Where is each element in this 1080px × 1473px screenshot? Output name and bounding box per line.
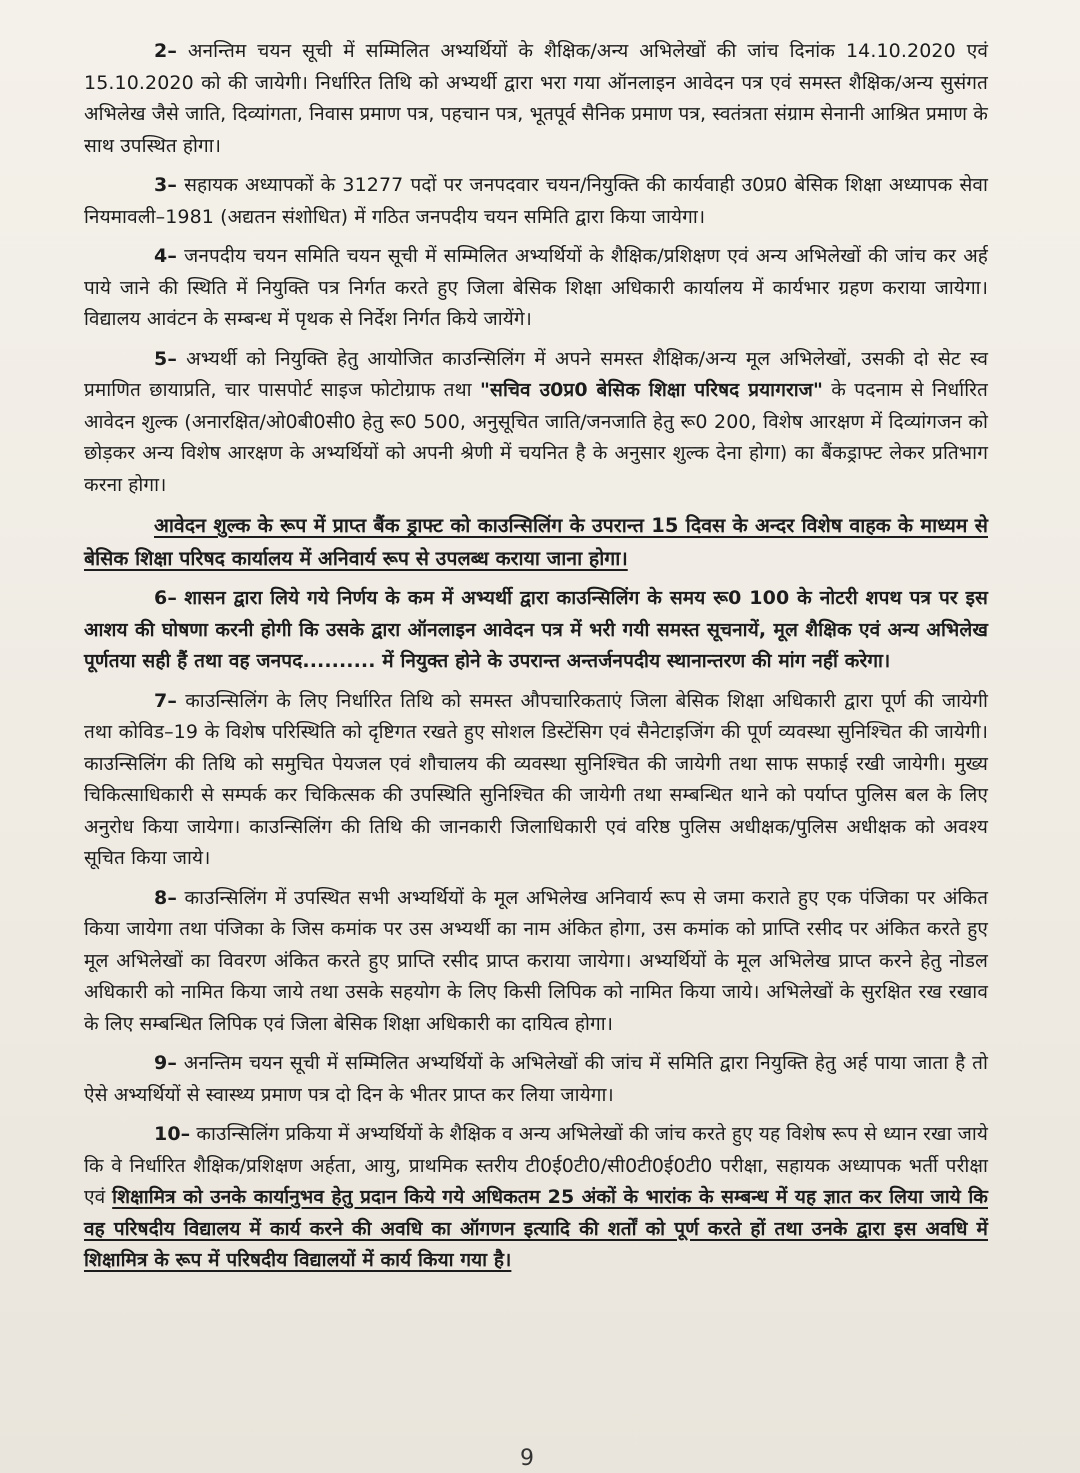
note-text: आवेदन शुल्क के रूप में प्राप्त बैंक ड्राफ्ट को काउन्सिलिंग के उपरान्त 15 दिवस के अन्दर विशेष वाहक के माध्यम से बेसिक शिक्षा परिषद कार्यालय में अनिवार्य रूप से उपलब्ध कराया जाना होगा।: [84, 514, 988, 570]
paragraph-text: काउन्सिलिंग प्रकिया में अभ्यर्थियों के शैक्षिक व अन्य अभिलेखों की जांच करते हुए यह विशेष रूप से ध्यान रखा जाये कि वे निर्धारित शैक्षिक/प्रशिक्षण अर्हता, आयु, प्राथमिक स्तरीय टी0ई0टी0/सी0टी0ई0टी0 परीक्षा, सहायक अध्यापक भर्ती परीक्षा एवं: [84, 1123, 988, 1208]
paragraph-bold-text: "सचिव उ0प्र0 बेसिक शिक्षा परिषद प्रयागराज": [480, 379, 823, 401]
paragraph-5: [84, 344, 988, 502]
paragraph-number: 9–: [154, 1052, 177, 1074]
paragraph-number: 4–: [154, 245, 177, 267]
paragraph-number: 2–: [154, 40, 177, 62]
fee-note-underlined: [84, 509, 988, 575]
paragraph-8: [84, 883, 988, 1041]
paragraph-2: [84, 36, 988, 162]
paragraph-bold-underlined-text: शिक्षामित्र को उनके कार्यानुभव हेतु प्रदान किये गये अधिकतम 25 अंकों के भारांक के सम्बन्ध में यह ज्ञात कर लिया जाये कि वह परिषदीय विद्यालय में कार्य करने की अवधि का ऑगणन इत्यादि की शर्तों को पूर्ण करते हों तथा उनके द्वारा इस अवधि में शिक्षामित्र के रूप में परिषदीय विद्यालयों में कार्य किया गया है।: [84, 1186, 988, 1271]
paragraph-10: [84, 1119, 988, 1277]
paragraph-7: [84, 686, 988, 875]
paragraph-number: 3–: [154, 174, 177, 196]
paragraph-4: [84, 241, 988, 336]
paragraph-3: [84, 170, 988, 233]
paragraph-6: [84, 583, 988, 678]
paragraph-text: अभ्यर्थी को नियुक्ति हेतु आयोजित काउन्सिलिंग में अपने समस्त शैक्षिक/अन्य मूल अभिलेखों, उसकी दो सेट स्व प्रमाणित छायाप्रति, चार पासपोर्ट साइज फोटोग्राफ तथा: [84, 347, 988, 401]
paragraph-number: 6–: [154, 587, 177, 609]
paragraph-number: 10–: [154, 1123, 191, 1145]
paragraph-9: [84, 1048, 988, 1111]
paragraph-text: सहायक अध्यापकों के 31277 पदों पर जनपदवार चयन/नियुक्ति की कार्यवाही उ0प्र0 बेसिक शिक्षा अध्यापक सेवा नियमावली–1981 (अद्यतन संशोधित) में गठित जनपदीय चयन समिति द्वारा किया जायेगा।: [84, 174, 989, 228]
paragraph-text: अनन्तिम चयन सूची में सम्मिलित अभ्यर्थियों के शैक्षिक/अन्य अभिलेखों की जांच दिनांक 14.10.2020 एवं 15.10.2020 को की जायेगी। निर्धारित तिथि को अभ्यर्थी द्वारा भरा गया ऑनलाइन आवेदन पत्र एवं समस्त शैक्षिक/अन्य सुसंगत अभिलेख जैसे जाति, दिव्यांगता, निवास प्रमाण पत्र, पहचान पत्र, भूतपूर्व सैनिक प्रमाण पत्र, स्वतंत्रता संग्राम सेनानी आश्रित प्रमाण के साथ उपस्थित होगा।: [84, 40, 988, 157]
paragraph-text: जनपदीय चयन समिति चयन सूची में सम्मिलित अभ्यर्थियों के शैक्षिक/प्रशिक्षण एवं अन्य अभिलेखों की जांच कर अर्ह पाये जाने की स्थिति में नियुक्ति पत्र निर्गत करते हुए जिला बेसिक शिक्षा अधिकारी कार्यालय में कार्यभार ग्रहण कराया जायेगा। विद्यालय आवंटन के सम्बन्ध में पृथक से निर्देश निर्गत किये जायेंगे।: [84, 245, 988, 330]
paragraph-text-continued: के पदनाम से निर्धारित आवेदन शुल्क (अनारक्षित/ओ0बी0सी0 हेतु रू0 500, अनुसूचित जाति/जनजाति हेतु रू0 200, विशेष आरक्षण में दिव्यांगजन को छोड़कर अन्य विशेष आरक्षण के अभ्यर्थियों को अपनी श्रेणी में चयनित है के अनुसार शुल्क देना होगा) का बैंकड्राफ्ट लेकर प्रतिभाग करना होगा।: [84, 379, 988, 496]
paragraph-number: 8–: [154, 886, 177, 909]
paragraph-text: शासन द्वारा लिये गये निर्णय के कम में अभ्यर्थी द्वारा काउन्सिलिंग के समय रू0 100 के नोटरी शपथ पत्र पर इस आशय की घोषणा करनी होगी कि उसके द्वारा ऑनलाइन आवेदन पत्र में भरी गयी समस्त सूचनायें, मूल शैक्षिक एवं अन्य अभिलेख पूर्णतया सही हैं तथा वह जनपद.......... में नियुक्त होने के उपरान्त अन्तर्जनपदीय स्थानान्तरण की मांग नहीं करेगा।: [84, 587, 988, 672]
paragraph-text: अनन्तिम चयन सूची में सम्मिलित अभ्यर्थियों के अभिलेखों की जांच में समिति द्वारा नियुक्ति हेतु अर्ह पाया जाता है तो ऐसे अभ्यर्थियों से स्वास्थ्य प्रमाण पत्र दो दिन के भीतर प्राप्त कर लिया जायेगा।: [84, 1052, 988, 1106]
paragraph-number: 5–: [154, 347, 177, 370]
paragraph-text: काउन्सिलिंग में उपस्थित सभी अभ्यर्थियों के मूल अभिलेख अनिवार्य रूप से जमा कराते हुए एक पंजिका पर अंकित किया जायेगा तथा पंजिका के जिस कमांक पर उस अभ्यर्थी का नाम अंकित होगा, उस कमांक को प्राप्ति रसीद पर अंकित करते हुए मूल अभिलेखों का विवरण अंकित करते हुए प्राप्ति रसीद प्राप्त कराया जायेगा। अभ्यर्थियों के मूल अभिलेख प्राप्त करने हेतु नोडल अधिकारी को नामित किया जाये तथा उसके सहयोग के लिए किसी लिपिक को नामित किया जाये। अभिलेखों के सुरक्षित रख रखाव के लिए सम्बन्धित लिपिक एवं जिला बेसिक शिक्षा अधिकारी का दायित्व होगा।: [84, 886, 988, 1035]
paragraph-number: 7–: [154, 689, 177, 712]
page-number: 9: [520, 1446, 534, 1471]
paragraph-text: काउन्सिलिंग के लिए निर्धारित तिथि को समस्त औपचारिकताएं जिला बेसिक शिक्षा अधिकारी द्वारा पूर्ण की जायेगी तथा कोविड–19 के विशेष परिस्थिति को दृष्टिगत रखते हुए सोशल डिस्टेंसिग एवं सैनेटाइजिंग की पूर्ण व्यवस्था सुनिश्चित की जायेगी। काउन्सिलिंग की तिथि को समुचित पेयजल एवं शौचालय की व्यवस्था सुनिश्चित की जायेगी तथा साफ सफाई रखी जायेगी। मुख्य चिकित्साधिकारी से सम्पर्क कर चिकित्सक की उपस्थिति सुनिश्चित की जायेगी तथा सम्बन्धित थाने को पर्याप्त पुलिस बल के लिए अनुरोध किया जायेगा। काउन्सिलिंग की तिथि की जानकारी जिलाधिकारी एवं वरिष्ठ पुलिस अधीक्षक/पुलिस अधीक्षक को अवश्य सूचित किया जाये।: [84, 689, 989, 869]
